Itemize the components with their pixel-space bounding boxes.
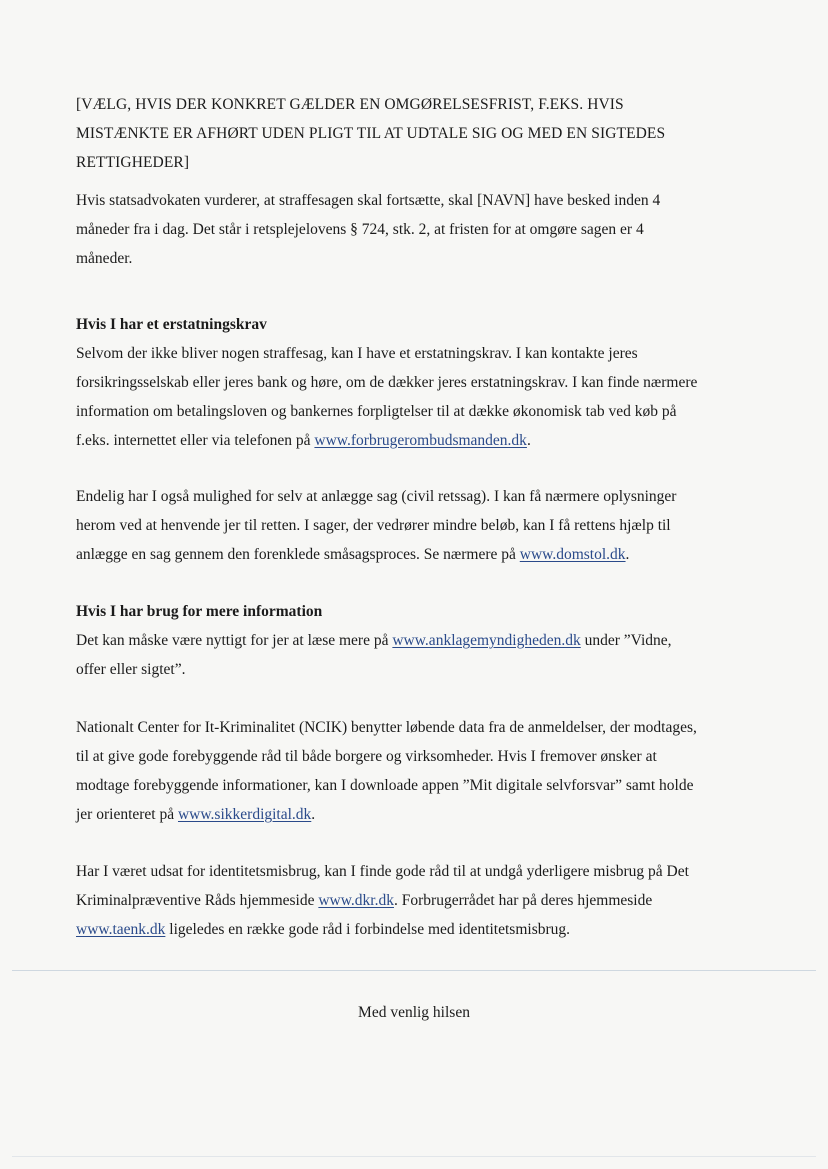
information-p2-line-4-text: jer orienteret på [76,806,178,823]
instruction-line-2: MISTÆNKTE ER AFHØRT UDEN PLIGT TIL AT UDTALE SIG OG MED EN SIGTEDES [76,125,666,142]
information-p2-line-2: til at give gode forebyggende råd til både borgere og virksomheder. Hvis I fremover ønsker at [76,748,657,765]
compensation-p1-line-4 [76,432,531,450]
information-p1-line-1-end: under ”Vidne, [580,632,672,649]
information-p2-line-4 [76,806,315,824]
information-p2-line-3: modtage forebyggende informationer, kan I downloade appen ”Mit digitale selvforsvar” samt holde [76,777,694,794]
compensation-p1-line-3: information om betalingsloven og bankernes forpligtelser til at dække økonomisk tab ved køb på [76,403,677,420]
deadline-line-1: Hvis statsadvokaten vurderer, at straffesagen skal fortsætte, skal [NAVN] have besked inden 4 [76,192,661,209]
deadline-line-3: måneder. [76,250,133,267]
information-p3-line-2-text: Kriminalpræventive Råds hjemmeside [76,892,319,909]
information-p3-line-1: Har I været udsat for identitetsmisbrug, kan I finde gode råd til at undgå yderligere misbrug på Det [76,863,689,880]
compensation-p1-line-4-text: f.eks. internettet eller via telefonen på [76,432,315,449]
anklagemyndigheden-link[interactable]: www.anklagemyndigheden.dk [392,632,581,649]
closing-greeting: Med venlig hilsen [358,1004,470,1021]
information-p1-line-2: offer eller sigtet”. [76,661,186,678]
compensation-p1-line-4-end: . [526,432,531,449]
domstol-link[interactable]: www.domstol.dk [519,546,626,563]
compensation-p2-line-1: Endelig har I også mulighed for selv at anlægge sag (civil retssag). I kan få nærmere oplysninger [76,488,677,505]
instruction-line-3: RETTIGHEDER] [76,154,190,171]
compensation-heading: Hvis I har et erstatningskrav [76,316,267,333]
information-p3-line-2-end: . Forbrugerrådet har på deres hjemmeside [394,892,653,909]
compensation-p2-line-2: herom ved at henvende jer til retten. I sager, der vedrører mindre beløb, kan I få rettens hjælp til [76,517,671,534]
information-p2-line-1: Nationalt Center for It-Kriminalitet (NCIK) benytter løbende data fra de anmeldelser, der modtages, [76,719,697,736]
information-p1-line-1-text: Det kan måske være nyttigt for jer at læse mere på [76,632,393,649]
information-heading: Hvis I har brug for mere information [76,603,323,620]
information-p2-line-4-end: . [311,806,316,823]
compensation-p2-line-3-text: anlægge en sag gennem den forenklede småsagsproces. Se nærmere på [76,546,520,563]
information-p1-line-1 [76,632,672,650]
forbrugerombudsmanden-link[interactable]: www.forbrugerombudsmanden.dk [314,432,527,449]
taenk-link[interactable]: www.taenk.dk [76,921,166,938]
deadline-line-2: måneder fra i dag. Det står i retsplejelovens § 724, stk. 2, at fristen for at omgøre sagen er 4 [76,221,644,238]
instruction-line-1: [VÆLG, HVIS DER KONKRET GÆLDER EN OMGØRELSESFRIST, F.EKS. HVIS [76,96,624,113]
information-p3-line-3-end: ligeledes en række gode råd i forbindelse med identitetsmisbrug. [165,921,571,938]
compensation-p2-line-3-end: . [625,546,630,563]
compensation-p1-line-2: forsikringsselskab eller jeres bank og høre, om de dækker jeres erstatningskrav. I kan finde nærmere [76,374,698,391]
sikkerdigital-link[interactable]: www.sikkerdigital.dk [177,806,312,823]
information-p3-line-2 [76,892,652,910]
information-p3-line-3 [76,921,570,939]
page-bottom-edge [12,1156,816,1157]
compensation-p1-line-1: Selvom der ikke bliver nogen straffesag, kan I have et erstatningskrav. I kan kontakte jeres [76,345,638,362]
compensation-p2-line-3 [76,546,629,564]
dkr-link[interactable]: www.dkr.dk [318,892,394,909]
page-divider [12,970,816,971]
